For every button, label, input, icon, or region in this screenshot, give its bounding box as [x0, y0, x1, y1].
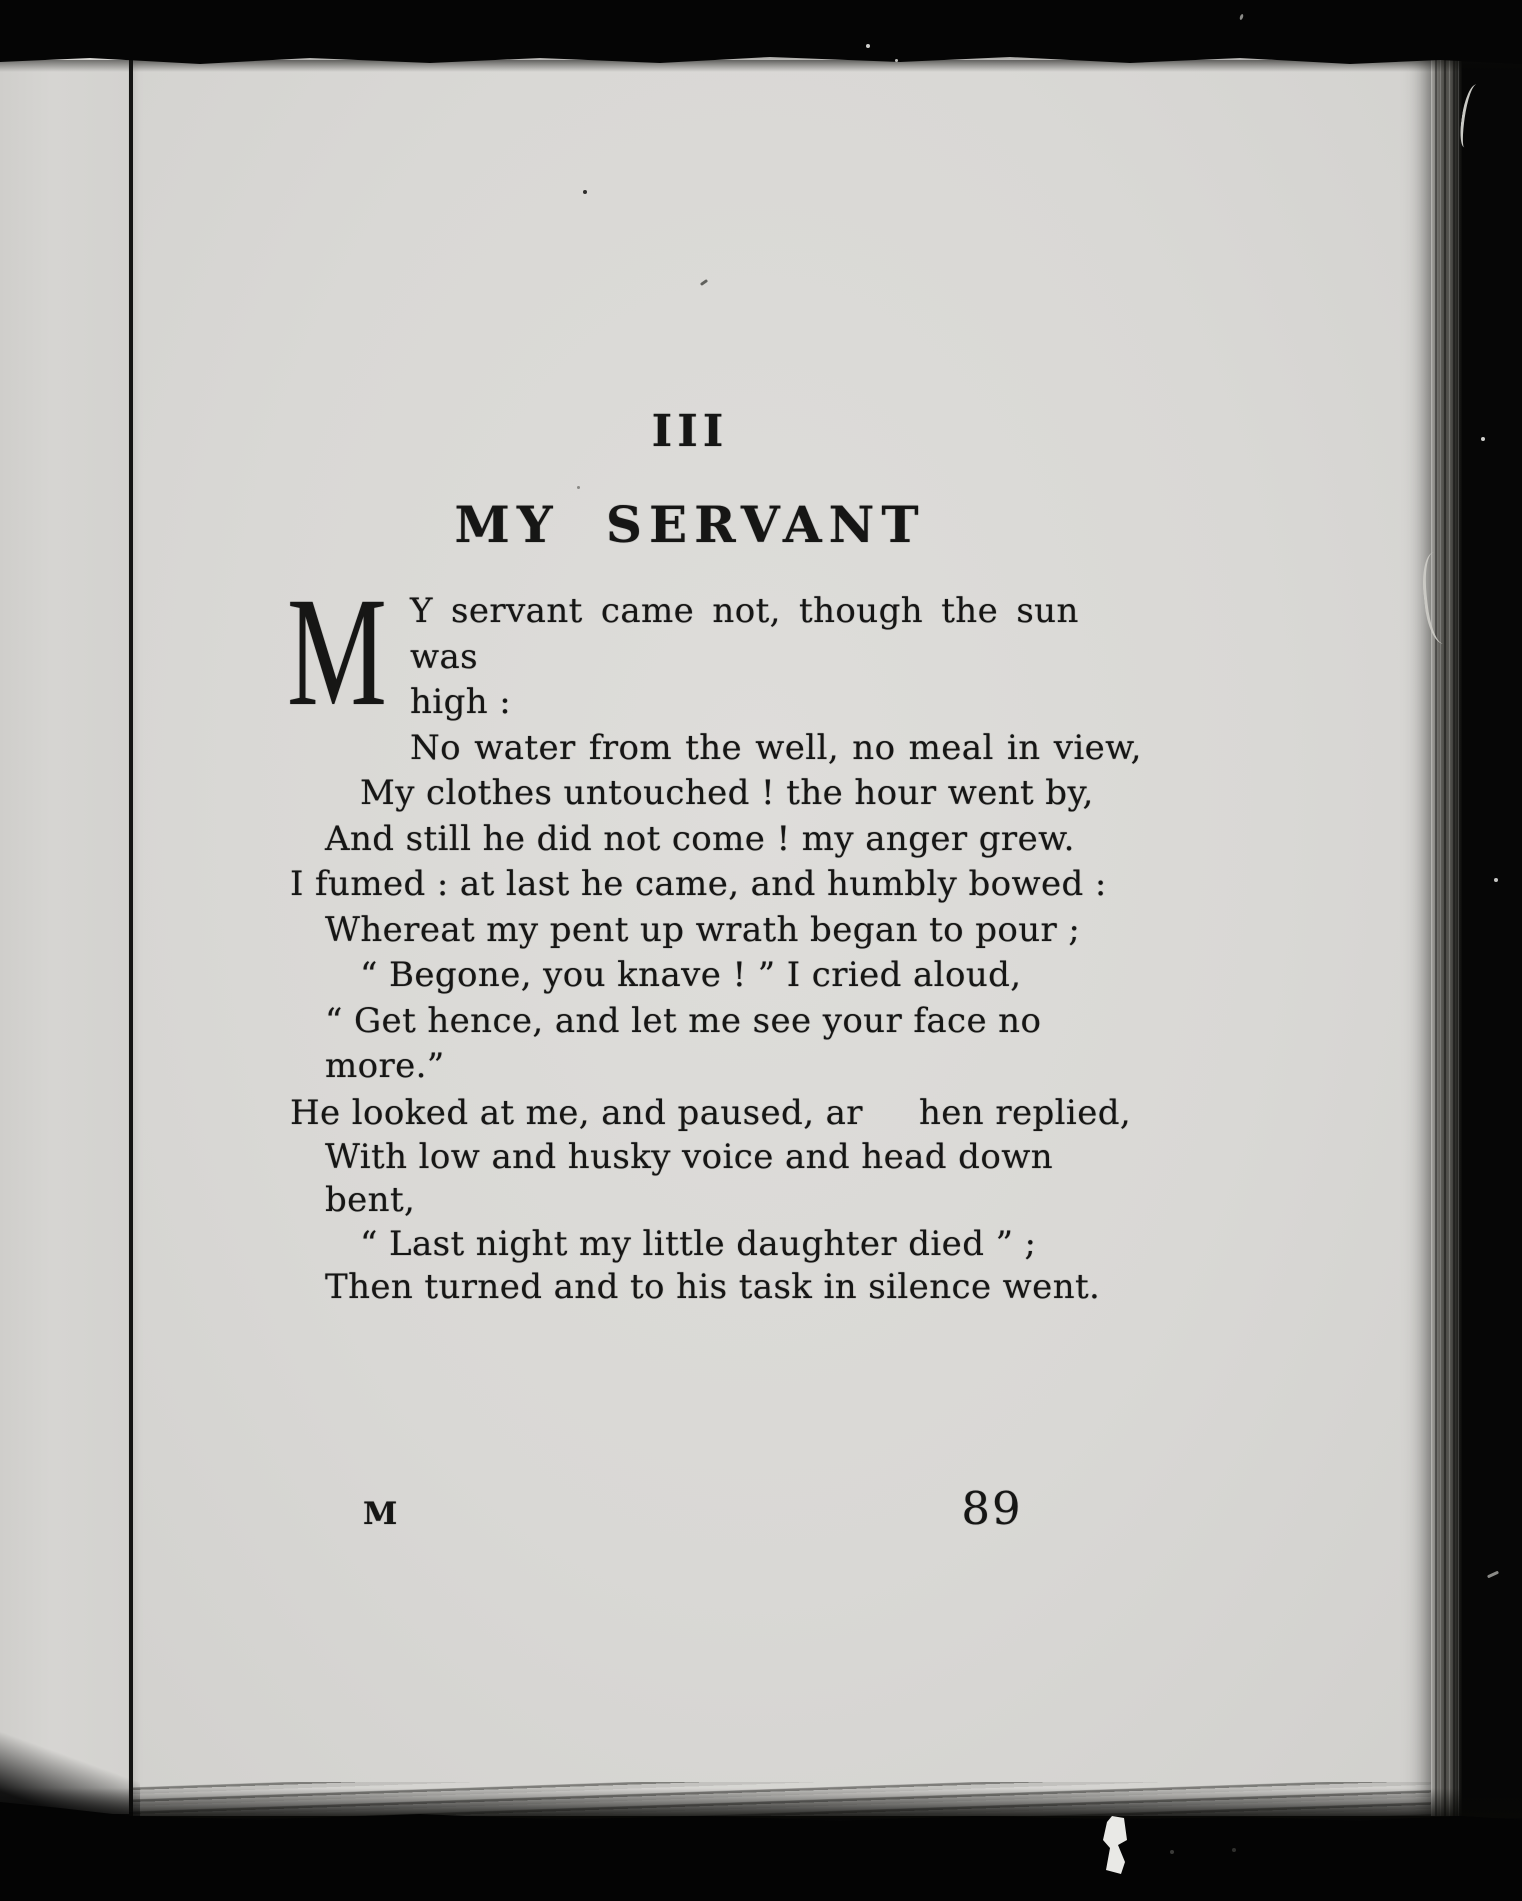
adjacent-page-strip — [0, 56, 129, 1814]
signature-mark: M — [363, 1496, 398, 1532]
poem-line: “ Last night my little daughter died ” ; — [360, 1223, 1037, 1264]
stanza — [290, 862, 1150, 1090]
scan-shadow-bottom — [0, 1788, 1522, 1818]
poem-line: “ Get hence, and let me see your face no more.” — [325, 1000, 1053, 1086]
scan-speck — [895, 59, 898, 62]
stanza — [290, 589, 1150, 862]
poem-line: Whereat my pent up wrath began to pour ; — [325, 909, 1081, 950]
poem-line: high : — [410, 682, 512, 722]
poem-line: My clothes untouched ! the hour went by, — [360, 773, 1094, 813]
scan-speck — [1170, 1850, 1174, 1854]
scan-speck — [577, 486, 580, 489]
scan-speck — [1494, 878, 1498, 882]
poem-line: I fumed : at last he came, and humbly bowed : — [290, 864, 1107, 904]
stanza — [290, 1092, 1150, 1310]
poem-line: And still he did not come ! my anger grew. — [325, 818, 1075, 859]
poem-line: “ Begone, you knave ! ” I cried aloud, — [360, 955, 1022, 995]
corner-shadow — [0, 1730, 140, 1816]
section-number: III — [651, 406, 729, 457]
scanner-bed-top — [0, 0, 1522, 66]
poem-line: With low and husky voice and head down bent, — [325, 1136, 1065, 1220]
scan-speck — [866, 44, 870, 48]
scan-speck — [1487, 1571, 1499, 1579]
paper-sliver — [1095, 1808, 1139, 1882]
poem-line: Y servant came not, though the sun was — [410, 591, 1097, 677]
scan-speck — [1232, 1848, 1236, 1852]
scan-speck — [583, 190, 587, 194]
poem-line: He looked at me, and paused, ar hen replied, — [290, 1093, 1132, 1133]
poem-line: Then turned and to his task in silence went. — [325, 1267, 1101, 1307]
page-number: 89 — [961, 1482, 1023, 1535]
page-edges-texture — [1431, 56, 1462, 1816]
drop-cap: M — [287, 565, 387, 738]
poem-line: No water from the well, no meal in view, — [410, 727, 1142, 768]
poem-title: MY SERVANT — [454, 495, 926, 554]
scan-speck — [1481, 437, 1485, 441]
